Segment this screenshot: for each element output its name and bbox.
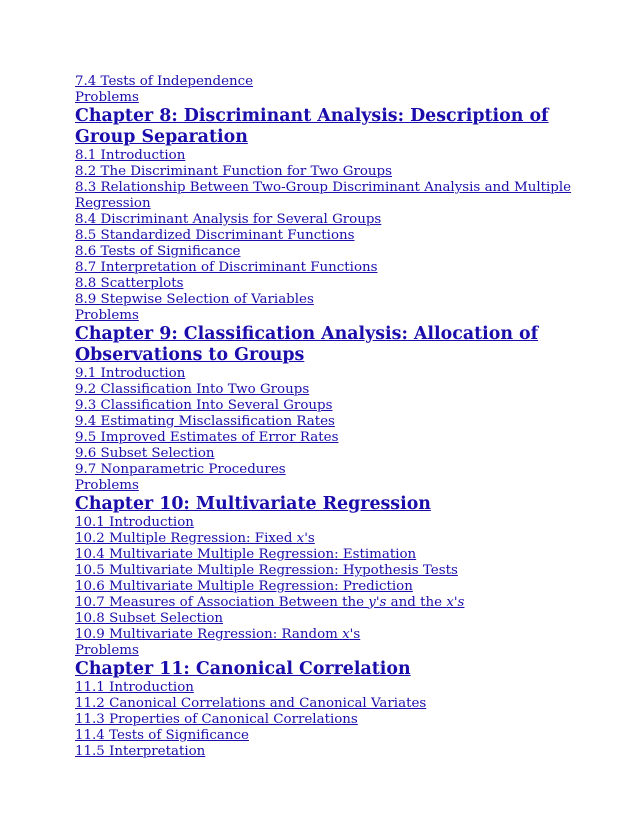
toc-link-8-5[interactable]: 8.5 Standardized Discriminant Functions <box>75 228 355 243</box>
toc-link-8-4[interactable]: 8.4 Discriminant Analysis for Several Groups <box>75 212 382 227</box>
toc-link-10-6[interactable]: 10.6 Multivariate Multiple Regression: Prediction <box>75 579 413 594</box>
toc-link-10-7-mid: and the <box>386 595 447 610</box>
chapter-9-heading-link[interactable]: Chapter 9: Classification Analysis: Allocation of Observations to Groups <box>75 324 539 365</box>
toc-link-ch7-problems[interactable]: Problems <box>75 90 139 105</box>
toc-link-11-2[interactable]: 11.2 Canonical Correlations and Canonical Variates <box>75 696 427 711</box>
toc-link-11-4[interactable]: 11.4 Tests of Significance <box>75 728 249 743</box>
toc-link-10-9-suffix: 's <box>349 627 361 642</box>
toc-link-10-7-x: x's <box>446 595 465 610</box>
toc-link-9-2[interactable]: 9.2 Classification Into Two Groups <box>75 382 310 397</box>
toc-link-11-5[interactable]: 11.5 Interpretation <box>75 744 206 759</box>
toc-link-10-2-text: 10.2 Multiple Regression: Fixed <box>75 531 297 546</box>
toc-link-8-6[interactable]: 8.6 Tests of Significance <box>75 244 241 259</box>
toc-link-9-4[interactable]: 9.4 Estimating Misclassification Rates <box>75 414 335 429</box>
toc-link-10-9-text: 10.9 Multivariate Regression: Random <box>75 627 343 642</box>
toc-link-10-8[interactable]: 10.8 Subset Selection <box>75 611 224 626</box>
toc-link-10-9-x: x <box>342 627 350 642</box>
toc-link-8-9[interactable]: 8.9 Stepwise Selection of Variables <box>75 292 314 307</box>
toc-link-10-5[interactable]: 10.5 Multivariate Multiple Regression: Hypothesis Tests <box>75 563 458 578</box>
toc-link-8-8[interactable]: 8.8 Scatterplots <box>75 276 184 291</box>
toc-link-8-3[interactable]: 8.3 Relationship Between Two-Group Discriminant Analysis and Multiple Regression <box>75 180 572 211</box>
toc-link-11-3[interactable]: 11.3 Properties of Canonical Correlations <box>75 712 358 727</box>
toc-link-10-2-suffix: 's <box>304 531 315 546</box>
toc-link-ch10-problems[interactable]: Problems <box>75 643 139 658</box>
toc-link-8-7[interactable]: 8.7 Interpretation of Discriminant Functions <box>75 260 378 275</box>
toc-link-10-2[interactable] <box>75 531 595 547</box>
chapter-8-heading-link[interactable]: Chapter 8: Discriminant Analysis: Description of Group Separation <box>75 106 549 147</box>
toc-link-ch9-problems[interactable]: Problems <box>75 478 139 493</box>
toc-link-8-2[interactable]: 8.2 The Discriminant Function for Two Groups <box>75 164 392 179</box>
toc-link-9-1[interactable]: 9.1 Introduction <box>75 366 186 381</box>
toc-link-10-2-x: x <box>296 531 305 546</box>
toc-link-9-7[interactable]: 9.7 Nonparametric Procedures <box>75 462 286 477</box>
toc-link-11-1[interactable]: 11.1 Introduction <box>75 680 194 695</box>
toc-link-10-1[interactable]: 10.1 Introduction <box>75 515 194 530</box>
table-of-contents <box>75 74 595 760</box>
chapter-10-heading-link[interactable]: Chapter 10: Multivariate Regression <box>75 494 431 514</box>
toc-link-9-5[interactable]: 9.5 Improved Estimates of Error Rates <box>75 430 339 445</box>
toc-link-10-7-y: y's <box>368 595 387 610</box>
toc-link-10-7[interactable] <box>75 595 595 611</box>
toc-link-10-4[interactable]: 10.4 Multivariate Multiple Regression: Estimation <box>75 547 417 562</box>
toc-link-ch8-problems[interactable]: Problems <box>75 308 139 323</box>
toc-link-9-3[interactable]: 9.3 Classification Into Several Groups <box>75 398 333 413</box>
toc-link-9-6[interactable]: 9.6 Subset Selection <box>75 446 215 461</box>
toc-link-8-1[interactable]: 8.1 Introduction <box>75 148 186 163</box>
toc-link-7-4[interactable]: 7.4 Tests of Independence <box>75 74 254 89</box>
toc-link-10-7-text: 10.7 Measures of Association Between the <box>75 595 369 610</box>
toc-link-10-9[interactable] <box>75 627 595 643</box>
chapter-11-heading-link[interactable]: Chapter 11: Canonical Correlation <box>75 659 411 679</box>
